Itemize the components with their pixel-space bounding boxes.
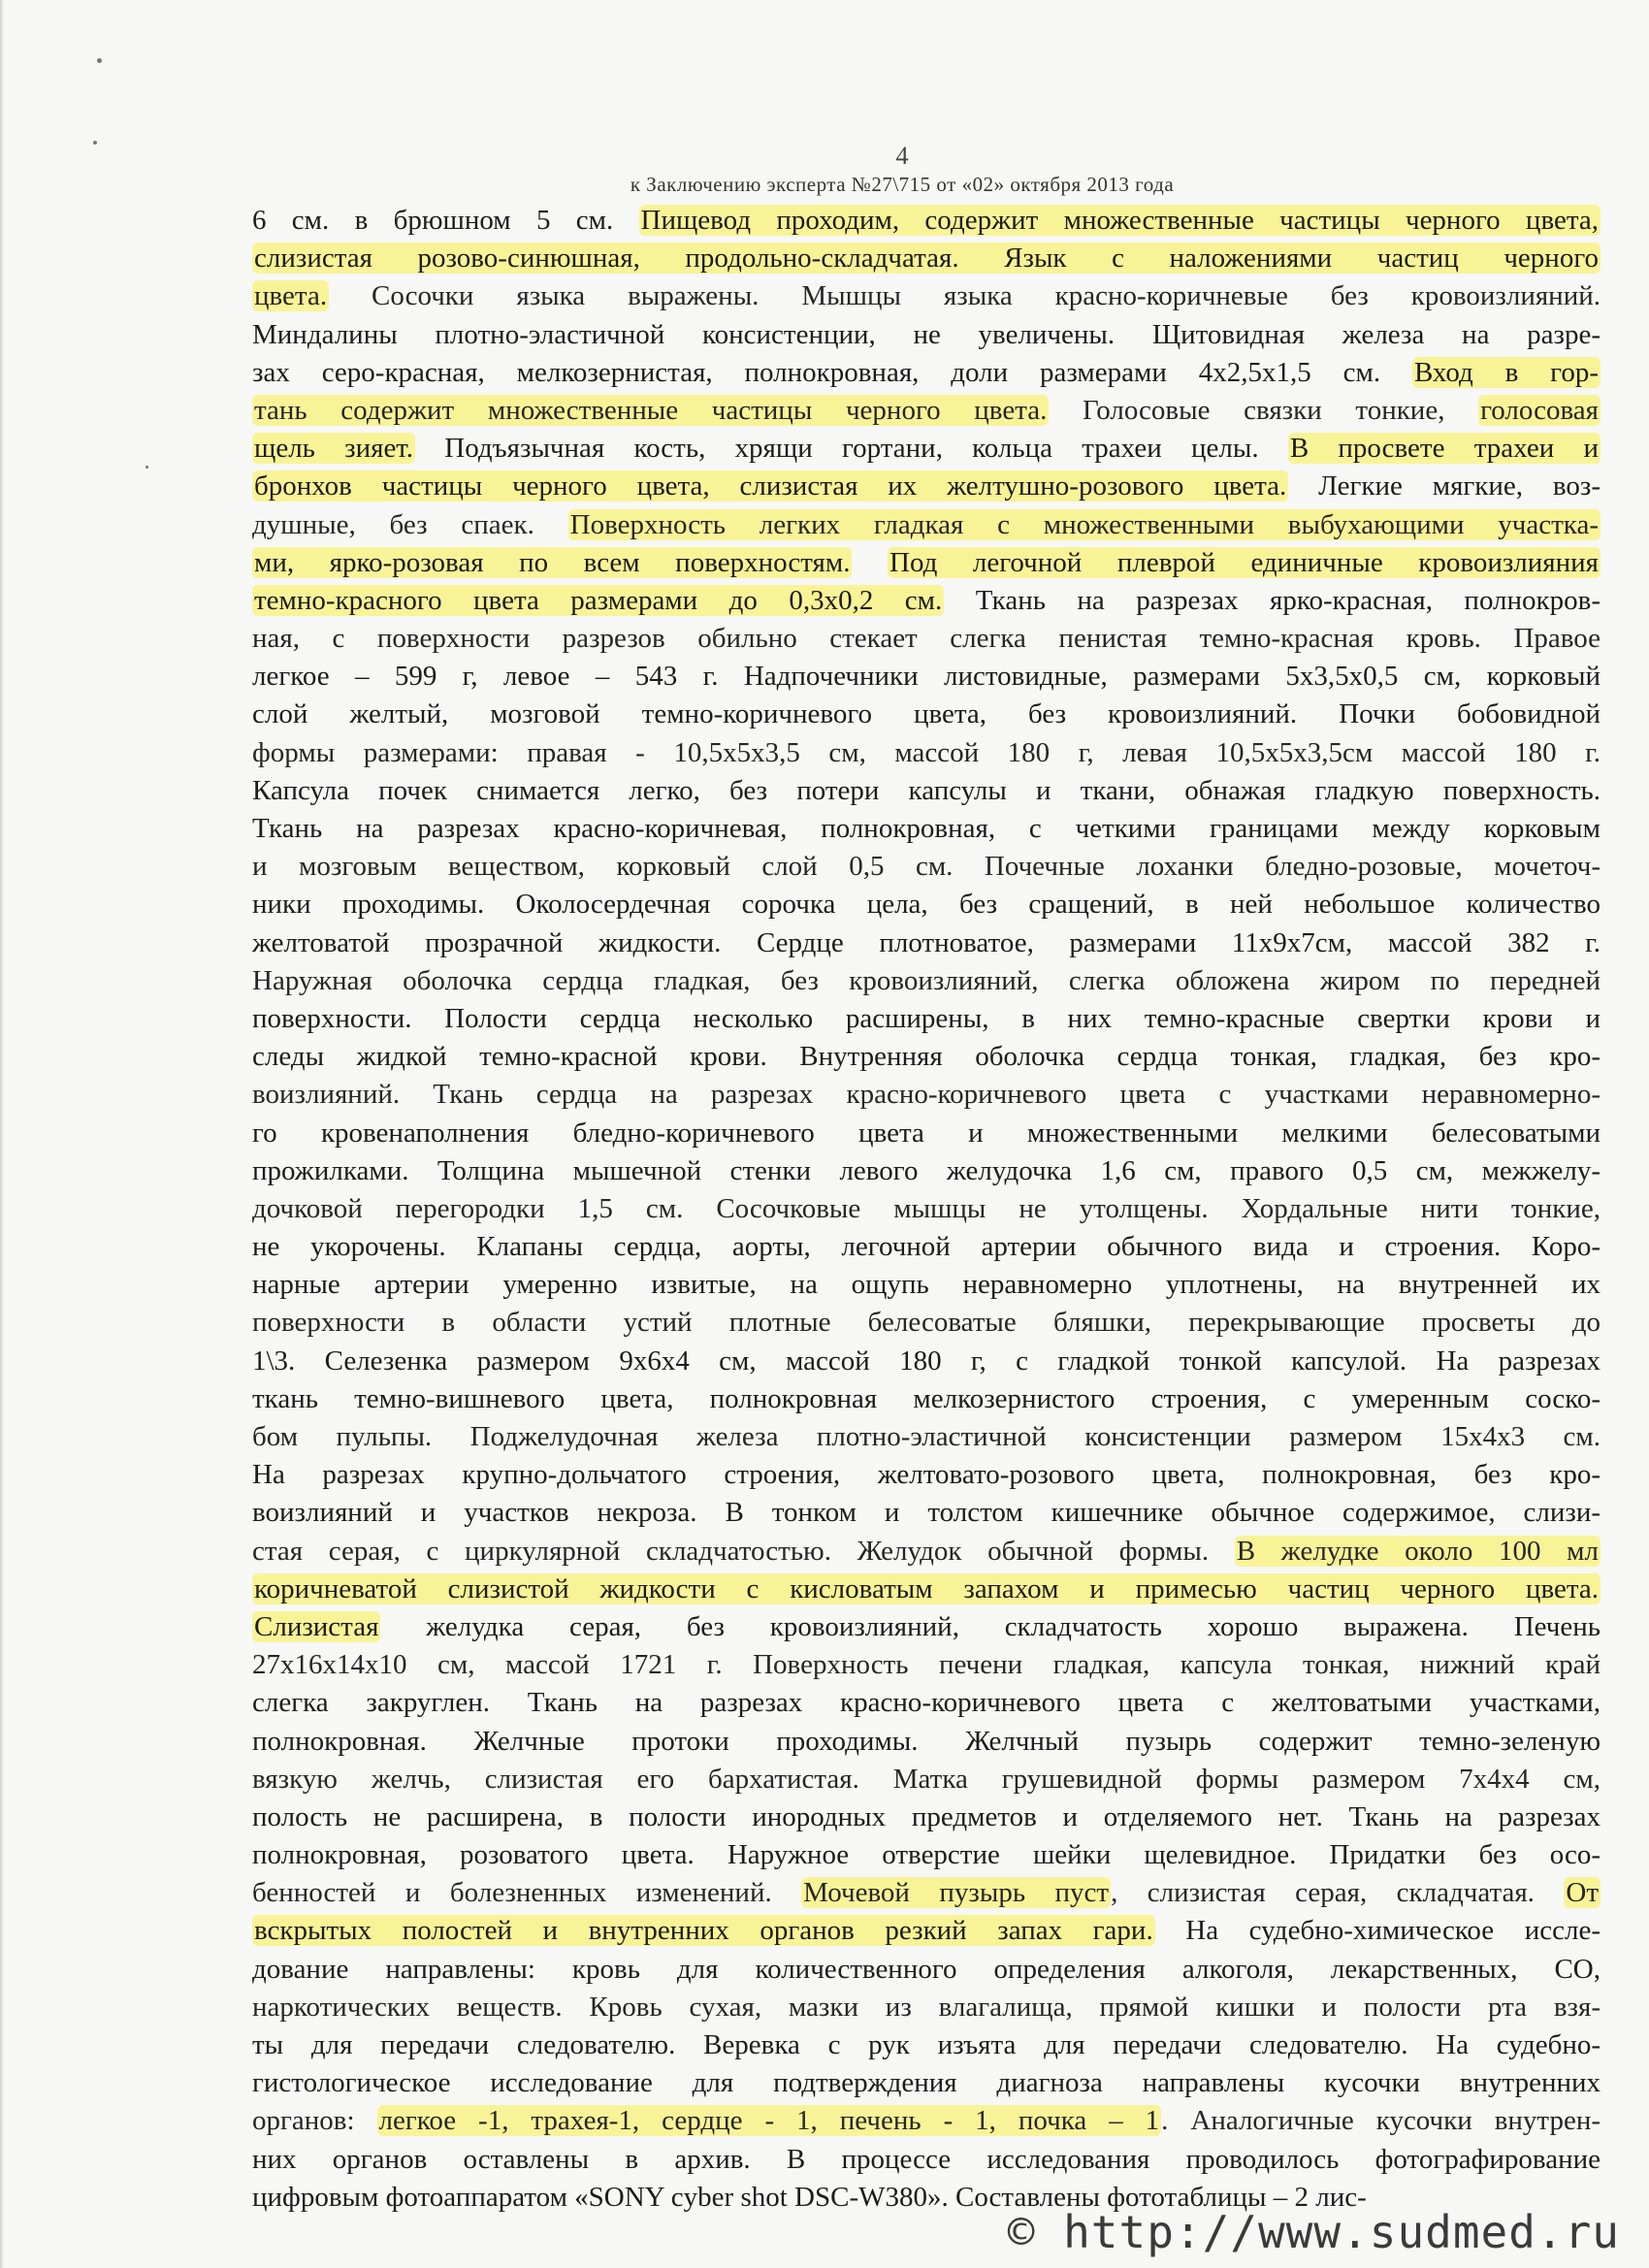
highlighted-text: В просвете трахеи и bbox=[1289, 433, 1600, 465]
text-line bbox=[252, 202, 1600, 240]
text-line bbox=[252, 2102, 1600, 2140]
text-segment: полость не расширена, в полости инородных предметов и отделяемого нет. Ткань на разрезах bbox=[252, 1800, 1600, 1832]
text-segment: слой желтый, мозговой темно-коричневого цвета, без кровоизлияний. Почки бобовидной bbox=[252, 698, 1600, 730]
text-line bbox=[252, 1456, 1600, 1494]
text-segment: ты для передачи следователю. Веревка с рук изъята для передачи следователю. На судебно- bbox=[252, 2029, 1600, 2060]
text-line bbox=[252, 1646, 1600, 1684]
text-segment: цифровым фотоаппаратом «SONY cyber shot DSC-W380». Составлены фототаблицы – 2 лис- bbox=[252, 2181, 1367, 2213]
text-segment: органов: bbox=[252, 2105, 377, 2137]
text-line bbox=[252, 1836, 1600, 1874]
text-line bbox=[252, 1798, 1600, 1836]
document-body bbox=[252, 202, 1600, 2217]
text-segment: желтоватой прозрачной жидкости. Сердце плотноватое, размерами 11х9х7см, массой 382 г. bbox=[252, 926, 1600, 958]
text-segment: стая серая, с циркулярной складчатостью. Желудок обычной формы. bbox=[252, 1535, 1235, 1567]
text-segment: 1\3. Селезенка размером 9х6х4 см, массой 180 г, с гладкой тонкой капсулой. На разрезах bbox=[252, 1345, 1600, 1377]
text-segment: Сосочки языка выражены. Мышцы языка красно-коричневые без кровоизлияний. bbox=[329, 280, 1600, 312]
text-line bbox=[252, 316, 1600, 354]
text-line bbox=[252, 1989, 1600, 2026]
text-segment: воизлияний. Ткань сердца на разрезах красно-коричневого цвета с участками неравномерно- bbox=[252, 1079, 1600, 1111]
text-segment: нарные артерии умеренно извитые, на ощупь неравномерно уплотнены, на внутренней их bbox=[252, 1269, 1600, 1301]
text-segment: 27х16х14х10 см, массой 1721 г. Поверхность печени гладкая, капсула тонкая, нижний край bbox=[252, 1649, 1600, 1681]
text-line bbox=[252, 1228, 1600, 1266]
text-line bbox=[252, 1076, 1600, 1114]
text-segment: поверхности. Полости сердца несколько расширены, в них темно-красные свертки крови и bbox=[252, 1002, 1600, 1034]
text-segment: воизлияний и участков некроза. В тонком и толстом кишечнике обычное содержимое, слизи- bbox=[252, 1497, 1600, 1529]
text-line bbox=[252, 2026, 1600, 2064]
text-segment: легкое – 599 г, левое – 543 г. Надпочечники листовидные, размерами 5х3,5х0,5 см, корковый bbox=[252, 661, 1600, 693]
highlighted-text: тань содержит множественные частицы черного цвета. bbox=[254, 394, 1048, 426]
text-line bbox=[252, 1761, 1600, 1798]
text-line bbox=[252, 1038, 1600, 1076]
highlighted-text: цвета. bbox=[254, 280, 328, 312]
text-segment: прожилками. Толщина мышечной стенки левого желудочка 1,6 см, правого 0,5 см, межжелу- bbox=[252, 1154, 1600, 1186]
text-segment: , слизистая серая, складчатая. bbox=[1111, 1877, 1565, 1909]
text-line bbox=[252, 620, 1600, 658]
text-segment: 6 см. в брюшном 5 см. bbox=[252, 205, 639, 236]
text-segment: душные, без спаек. bbox=[252, 508, 568, 540]
text-line bbox=[252, 848, 1600, 886]
text-segment bbox=[852, 547, 888, 578]
highlighted-text: слизистая розово-синюшная, продольно-складчатая. Язык с наложениями частиц черного bbox=[254, 243, 1599, 275]
text-segment: го кровенаполнения бледно-коричневого цвета и множественными мелкими белесоватыми bbox=[252, 1117, 1600, 1149]
highlighted-text: Поверхность легких гладкая с множественными выбухающими участка- bbox=[569, 508, 1599, 540]
text-line bbox=[252, 1571, 1600, 1608]
text-line bbox=[252, 1190, 1600, 1228]
highlighted-text: щель зияет. bbox=[254, 433, 414, 465]
text-line bbox=[252, 1874, 1600, 1912]
text-line bbox=[252, 277, 1600, 315]
text-segment: дование направлены: кровь для количественного определения алкоголя, лекарственных, СО, bbox=[252, 1953, 1600, 1985]
text-segment: ткань темно-вишневого цвета, полнокровная мелкозернистого строения, с умеренным соско- bbox=[252, 1382, 1600, 1414]
scan-edge bbox=[0, 0, 4, 2268]
text-line bbox=[252, 582, 1600, 620]
text-segment: . Аналогичные кусочки внутрен- bbox=[1161, 2105, 1600, 2137]
text-segment: желудка серая, без кровоизлияний, складчатость хорошо выражена. Печень bbox=[380, 1610, 1600, 1642]
highlighted-text: Мочевой пузырь пуст bbox=[803, 1877, 1110, 1909]
page-number: 4 bbox=[895, 142, 909, 170]
text-segment: не укорочены. Клапаны сердца, аорты, легочной артерии обычного вида и строения. Коро- bbox=[252, 1231, 1600, 1263]
text-line bbox=[252, 886, 1600, 923]
text-line bbox=[252, 1343, 1600, 1380]
text-line bbox=[252, 696, 1600, 733]
text-segment: бом пульпы. Поджелудочная железа плотно-эластичной консистенции размером 15х4х3 см. bbox=[252, 1421, 1600, 1452]
text-segment: слегка закруглен. Ткань на разрезах красно-коричневого цвета с желтоватыми участками, bbox=[252, 1687, 1600, 1719]
text-line bbox=[252, 2064, 1600, 2102]
text-segment: вязкую желчь, слизистая его бархатистая. Матка грушевидной формы размером 7х4х4 см, bbox=[252, 1763, 1600, 1795]
text-line bbox=[252, 1608, 1600, 1646]
text-line bbox=[252, 544, 1600, 582]
text-segment: наркотических веществ. Кровь сухая, мазки из влагалища, прямой кишки и полости рта взя- bbox=[252, 1991, 1600, 2023]
text-segment: Наружная оболочка сердца гладкая, без кровоизлияний, слегка обложена жиром по передней bbox=[252, 964, 1600, 996]
highlighted-text: В желудке около 100 мл bbox=[1236, 1535, 1599, 1567]
text-line bbox=[252, 962, 1600, 1000]
scan-speck bbox=[146, 466, 148, 469]
text-line bbox=[252, 1418, 1600, 1456]
highlighted-text: От bbox=[1566, 1877, 1599, 1909]
highlighted-text: коричневатой слизистой жидкости с кисловатым запахом и примесью частиц черного цвета. bbox=[254, 1572, 1599, 1604]
highlighted-text: Под легочной плеврой единичные кровоизлияния bbox=[889, 546, 1600, 578]
text-line bbox=[252, 240, 1600, 277]
highlighted-text: бронхов частицы черного цвета, слизистая их желтушно-розового цвета. bbox=[254, 470, 1287, 502]
text-segment: дочковой перегородки 1,5 см. Сосочковые мышцы не утолщены. Хордальные нити тонкие, bbox=[252, 1192, 1600, 1224]
highlighted-text: темно-красного цвета размерами до 0,3х0,2 см. bbox=[254, 584, 943, 616]
text-segment: Капсула почек снимается легко, без потери капсулы и ткани, обнажая гладкую поверхность. bbox=[252, 774, 1600, 806]
text-segment: Миндалины плотно-эластичной консистенции, не увеличены. Щитовидная железа на разре- bbox=[252, 318, 1600, 350]
text-segment: поверхности в области устий плотные белесоватые бляшки, перекрывающие просветы до bbox=[252, 1307, 1600, 1339]
text-segment: Подъязычная кость, хрящи гортани, кольца трахеи целы. bbox=[415, 433, 1288, 465]
text-segment: формы размерами: правая - 10,5х5х3,5 см, массой 180 г, левая 10,5х5х3,5см массой 180 г. bbox=[252, 736, 1600, 768]
text-line bbox=[252, 468, 1600, 505]
text-line bbox=[252, 1380, 1600, 1418]
text-segment: полнокровная. Желчные протоки проходимы. Желчный пузырь содержит темно-зеленую bbox=[252, 1725, 1600, 1757]
highlighted-text: Слизистая bbox=[254, 1610, 379, 1642]
highlighted-text: Вход в гор- bbox=[1413, 356, 1599, 388]
text-segment: На судебно-химическое иссле- bbox=[1154, 1915, 1600, 1947]
text-line bbox=[252, 430, 1600, 468]
text-segment: Легкие мягкие, воз- bbox=[1288, 470, 1600, 502]
text-line bbox=[252, 1951, 1600, 1989]
text-line bbox=[252, 1533, 1600, 1571]
highlighted-text: Пищевод проходим, содержит множественные частицы черного цвета, bbox=[640, 205, 1599, 236]
text-line bbox=[252, 1684, 1600, 1722]
text-segment: зах серо-красная, мелкозернистая, полнокровная, доли размерами 4х2,5х1,5 см. bbox=[252, 356, 1412, 388]
text-segment: Голосовые связки тонкие, bbox=[1049, 394, 1479, 426]
text-line bbox=[252, 1912, 1600, 1950]
text-line bbox=[252, 810, 1600, 848]
text-segment: На разрезах крупно-дольчатого строения, желтовато-розового цвета, полнокровная, без кро- bbox=[252, 1459, 1600, 1491]
text-segment: и мозговым веществом, корковый слой 0,5 см. Почечные лоханки бледно-розовые, мочеточ- bbox=[252, 851, 1600, 883]
highlighted-text: голосовая bbox=[1480, 394, 1599, 426]
text-line bbox=[252, 1115, 1600, 1152]
text-line bbox=[252, 506, 1600, 544]
text-segment: Ткань на разрезах ярко-красная, полнокров- bbox=[944, 584, 1600, 616]
highlighted-text: легкое -1, трахея-1, сердце - 1, печень - 1, почка – 1 bbox=[378, 2105, 1160, 2137]
watermark: © http://www.sudmed.ru bbox=[1007, 2206, 1620, 2258]
text-segment: Ткань на разрезах красно-коричневая, полнокровная, с четкими границами между корковым bbox=[252, 813, 1600, 844]
document-header: к Заключению эксперта №27\715 от «02» октября 2013 года bbox=[630, 173, 1175, 196]
text-line bbox=[252, 392, 1600, 430]
text-line bbox=[252, 1266, 1600, 1304]
text-segment: следы жидкой темно-красной крови. Внутренняя оболочка сердца тонкая, гладкая, без кро- bbox=[252, 1041, 1600, 1073]
text-line bbox=[252, 772, 1600, 810]
text-segment: гистологическое исследование для подтверждения диагноза направлены кусочки внутренних bbox=[252, 2067, 1600, 2099]
text-line bbox=[252, 1494, 1600, 1532]
text-line bbox=[252, 658, 1600, 696]
text-segment: полнокровная, розоватого цвета. Наружное отверстие шейки щелевидное. Придатки без осо- bbox=[252, 1839, 1600, 1871]
text-line bbox=[252, 924, 1600, 962]
highlighted-text: вскрытых полостей и внутренних органов резкий запах гари. bbox=[254, 1915, 1153, 1947]
text-line bbox=[252, 734, 1600, 772]
text-line bbox=[252, 1152, 1600, 1190]
text-segment: бенностей и болезненных изменений. bbox=[252, 1877, 802, 1909]
text-segment: ники проходимы. Околосердечная сорочка цела, без сращений, в ней небольшое количество bbox=[252, 889, 1600, 921]
scan-speck bbox=[97, 58, 102, 63]
text-segment: них органов оставлены в архив. В процессе исследования проводилось фотографирование bbox=[252, 2143, 1600, 2175]
text-line bbox=[252, 354, 1600, 392]
text-line bbox=[252, 1000, 1600, 1038]
text-segment: ная, с поверхности разрезов обильно стекает слегка пенистая темно-красная кровь. Правое bbox=[252, 623, 1600, 655]
text-line bbox=[252, 2141, 1600, 2179]
text-line bbox=[252, 1723, 1600, 1761]
highlighted-text: ми, ярко-розовая по всем поверхностям. bbox=[254, 546, 851, 578]
text-line bbox=[252, 1304, 1600, 1342]
